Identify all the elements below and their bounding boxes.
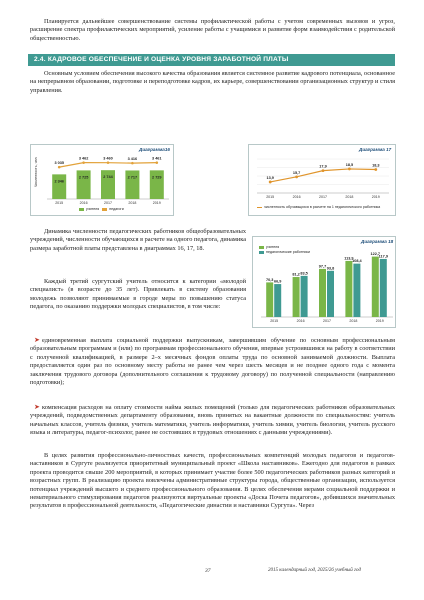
chart-18-tick: 2019 xyxy=(375,319,384,323)
chart-18-bar xyxy=(327,271,334,317)
chart-16-point xyxy=(107,161,110,164)
chart-17-point xyxy=(348,168,351,171)
chart-16-bar-label: 2 729 xyxy=(152,175,162,180)
footer-text: 2015 календарный год, 2025/26 учебный год xyxy=(268,568,361,573)
chart-18-bar-label: 97,7 xyxy=(318,264,327,269)
legend-18-pedagogues: педагогические работники xyxy=(266,250,310,254)
chart-17-point xyxy=(269,181,272,184)
bullet-icon: ➤ xyxy=(34,336,40,344)
chart-16-bar-label: 2 346 xyxy=(54,179,64,184)
chart-18-bar xyxy=(301,276,308,317)
chart-18-bar-label: 117,9 xyxy=(378,254,388,259)
chart-17-point-label: 18,3 xyxy=(372,163,380,168)
legend-17-ratio: численность обучающихся в расчете на 1 педагогического работника xyxy=(264,205,381,209)
legend-16-teachers: учителя xyxy=(86,207,100,211)
chart-18-bar xyxy=(293,277,300,317)
chart-17-tick: 2019 xyxy=(371,195,380,199)
chart-17-tick: 2016 xyxy=(292,195,301,199)
chart-18-legend xyxy=(259,245,310,255)
chart-18-title: Диаграмма 18 xyxy=(361,239,394,244)
chart-16-point xyxy=(156,161,159,164)
chart-18-tick: 2015 xyxy=(270,319,279,323)
chart-18-bar-label: 81,2 xyxy=(292,272,300,277)
legend-16-pedagogues: педагоги xyxy=(109,207,124,211)
chart-16-point-label: 3 460 xyxy=(103,156,113,161)
chart-16-tick: 2015 xyxy=(55,201,64,205)
chart-16-ylabel: Численность, чел. xyxy=(34,156,38,187)
chart-18 xyxy=(252,236,396,328)
chart-18-tick: 2016 xyxy=(296,319,305,323)
chart-17-point-label: 15,7 xyxy=(292,170,301,175)
chart-16-tick: 2016 xyxy=(79,201,88,205)
chart-17-tick: 2017 xyxy=(319,195,327,199)
chart-paragraph: Динамика численности педагогических работников общеобразовательных учреждений, численности обучающихся в расчете на одного педагога, динамика размера заработной платы представлена в диаграммах 16, 17, 18. xyxy=(30,228,246,252)
chart-18-bar-label: 83,5 xyxy=(300,271,308,276)
chart-16-point-label: 3 416 xyxy=(127,157,138,162)
chart-18-bar xyxy=(319,269,326,317)
chart-16-point xyxy=(58,166,61,169)
chart-16-point-label: 3 035 xyxy=(54,161,64,166)
chart-18-bar-label: 122,7 xyxy=(370,252,381,257)
chart-17-legend xyxy=(257,205,391,210)
chart-17-title: Диаграмма 17 xyxy=(359,147,392,152)
chart-16 xyxy=(30,144,174,216)
chart-17-point xyxy=(374,168,377,171)
chart-16-bar-label: 2 725 xyxy=(78,175,89,180)
chart-16-bar-label: 2 717 xyxy=(127,175,138,180)
section-banner: 2.4. КАДРОВОЕ ОБЕСПЕЧЕНИЕ И ОЦЕНКА УРОВНЯ ЗАРАБОТНОЙ ПЛАТЫ xyxy=(28,54,395,66)
chart-17-point xyxy=(322,169,325,172)
chart-16-tick: 2019 xyxy=(152,201,161,205)
chart-17 xyxy=(248,144,396,216)
chart-18-bar xyxy=(380,259,387,317)
chart-18-bar-label: 108,4 xyxy=(352,259,362,264)
chart-18-bar-label: 70,3 xyxy=(266,277,274,282)
chart-16-point xyxy=(131,162,134,165)
chart-16-point-label: 3 461 xyxy=(152,156,162,161)
section-paragraph: Основным условием обеспечения высокого качества образования является системное развитие кадрового потенциала, основанное на непрерывном образовании, подготовке и переподготовке кадров, их карьере, совершенствовании организационных структур и стиля управления. xyxy=(30,70,395,94)
chart-18-bar-label: 93,8 xyxy=(326,266,335,271)
page-number: 37 xyxy=(205,568,211,574)
chart-17-point-label: 13,9 xyxy=(266,175,274,180)
chart-17-point-label: 18,5 xyxy=(345,162,354,167)
chart-16-tick: 2017 xyxy=(104,201,112,205)
chart-18-bar xyxy=(372,257,379,317)
chart-17-point-label: 17,9 xyxy=(319,164,327,169)
legend-18-teachers: учителя xyxy=(266,245,280,249)
young-paragraph: Каждый третий сургутский учитель относится к категории «молодой специалист» (в возрасте до 35 лет). Привлекать в систему образования молодежь позволяют принимаемые в городе меры по повышению статуса педагога, по оказанию поддержки молодых специалистов, в том числе: xyxy=(30,278,246,311)
chart-18-bar-label: 113,9 xyxy=(344,256,354,261)
chart-16-point xyxy=(82,161,85,164)
chart-18-bar xyxy=(274,284,281,317)
chart-16-point-label: 3 462 xyxy=(78,156,89,161)
chart-16-tick: 2018 xyxy=(128,201,137,205)
chart-16-bar xyxy=(52,174,66,199)
bullet-1-text: единовременная выплата социальной поддержки выпускникам, завершившим обучение по основным профессиональным образовательным программам и (или) по программам профессионального обучения, впервые устроившимся на работу в соответствии с полученной квалификацией, в размере 2–х месячных фондов оплаты труда по основной занимаемой должности. Выплата предоставляется один раз по основному месту работы не ранее чем через шесть месяцев и не позднее одного года с момента заключения трудового договора (дополнительного соглашения к трудовому договору) по полученной специальности (направлению подготовки); xyxy=(30,337,395,387)
chart-16-title: Диаграмма16 xyxy=(139,147,170,152)
chart-17-point xyxy=(295,175,298,178)
chart-17-tick: 2018 xyxy=(345,195,354,199)
chart-18-tick: 2018 xyxy=(349,319,358,323)
chart-18-bar-label: 66,9 xyxy=(274,279,282,284)
bullet-2-text: компенсация расходов на оплату стоимости найма жилых помещений (только для педагогических работников образовательных учреждений, подведомственных департаменту образования, вновь принятых на вакантные должности по специальностям: учитель начальных классов, учитель физики, учитель математики, учитель информатики, учитель химии, учитель биологии, учитель русского языка и литературы, педагог-психолог, ранее не состоявших в трудовых отношениях с данными учреждениями). xyxy=(30,404,395,437)
chart-18-tick: 2017 xyxy=(323,319,331,323)
chart-18-bar xyxy=(353,264,360,317)
chart-16-legend xyxy=(79,207,124,212)
chart-16-plot xyxy=(31,145,173,215)
chart-17-tick: 2015 xyxy=(266,195,275,199)
chart-18-bar xyxy=(266,282,273,317)
intro-paragraph: Планируется дальнейшее совершенствование системы профилактической работы с учетом современных вызовов и угроз, расширение спектра профилактических мероприятий, усиление работы с учащимися и развитие форм взаимодействия с родительской общественностью. xyxy=(30,18,395,42)
final-paragraph: В целях развития профессионально-личностных качеств, профессиональных компетенций молодых педагогов и педагогов-наставников в Сургуте реализуется приоритетный муниципальный проект «Школа наставников». Ежегодно для педагогов в рамках проекта проводится свыше 200 мероприятий, в которых принимает участие более 500 педагогических работников разных категорий и возрастных групп. В реализацию проекта вовлечены административные структуры города, общественные организации, используется потенциал учреждений высшего и среднего профессионального образования. В целях обеспечения мерами социальной поддержки и нематериального стимулирования педагогов реализуются виртуальные проекты «Доска Почета педагогов», добившихся значительных результатов в профессиональной деятельности, «Педагогические династии и наставники Сургута». Через xyxy=(30,452,395,510)
chart-16-bar-label: 2 744 xyxy=(103,175,113,180)
bullet-icon: ➤ xyxy=(34,403,40,411)
chart-18-bar xyxy=(345,261,352,317)
